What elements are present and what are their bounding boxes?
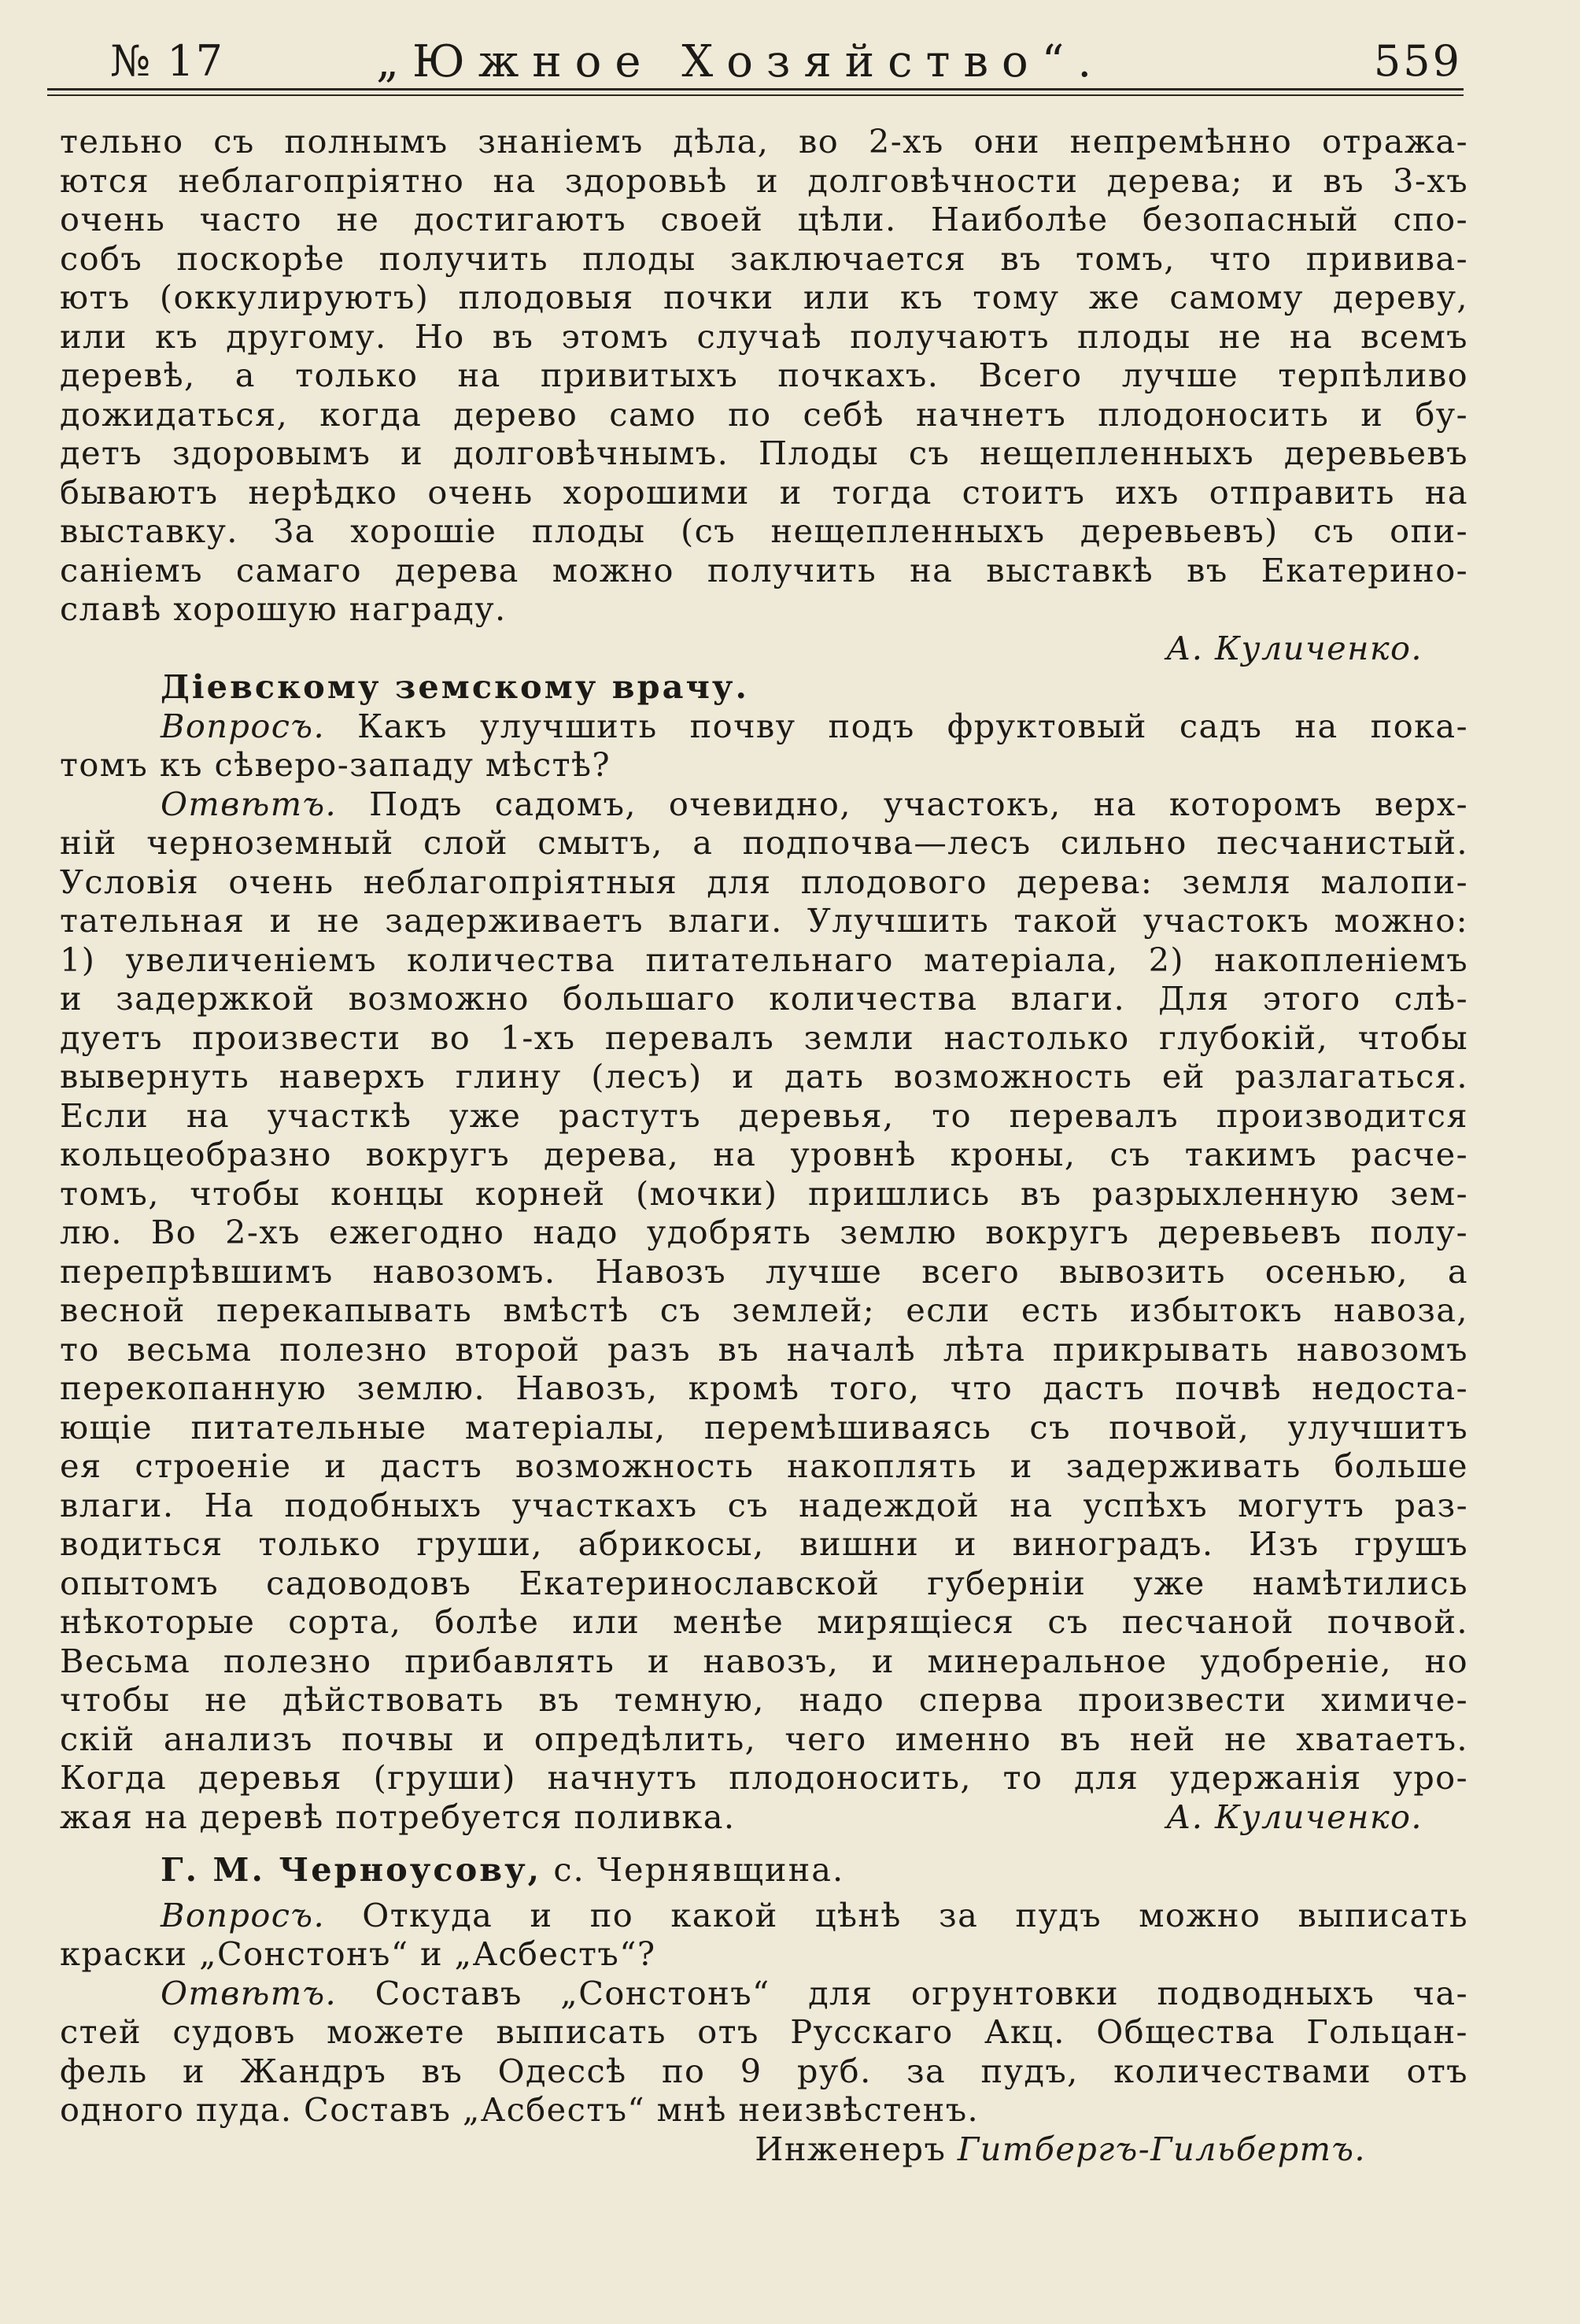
text-line: очень часто не достигаютъ своей цѣли. Наиболѣе безопасный спо- xyxy=(60,200,1468,238)
text-line: водиться только груши, абрикосы, вишни и виноградъ. Изъ грушъ xyxy=(60,1524,1468,1563)
text-line: ющіе питательные матеріалы, перемѣшиваясь съ почвой, улучшитъ xyxy=(60,1407,1468,1446)
page-number: 559 xyxy=(1373,36,1462,86)
question-paragraph xyxy=(60,707,1468,785)
journal-title: „Южное Хозяйство“. xyxy=(376,36,1106,87)
text-line: детъ здоровымъ и долговѣчнымъ. Плоды съ нещепленныхъ деревьевъ xyxy=(60,434,1468,472)
section-heading: Г. М. Черноусову, с. Чернявщина. xyxy=(161,1850,845,1889)
text-line: ея строеніе и дастъ возможность накоплять и задерживать больше xyxy=(60,1446,1468,1485)
text-line: вывернуть наверхъ глину (лесъ) и дать возможность ей разлагаться. xyxy=(60,1057,1468,1095)
text-line: влаги. На подобныхъ участкахъ съ надеждой на успѣхъ могутъ раз- xyxy=(60,1485,1468,1524)
text-line: то весьма полезно второй разъ въ началѣ лѣта прикрывать навозомъ xyxy=(60,1329,1468,1369)
header-rule-top xyxy=(47,88,1464,91)
text-line: томъ къ сѣверо-западу мѣстѣ? xyxy=(60,745,611,784)
text-line: Вопросъ. Откуда и по какой цѣнѣ за пудъ можно выписать xyxy=(161,1895,1468,1934)
section-heading: Діевскому земскому врачу. xyxy=(161,667,749,706)
text-line: стей судовъ можете выписать отъ Русскаго Акц. Общества Гольцан- xyxy=(60,2012,1468,2051)
text-line: собъ поскорѣе получить плоды заключается въ томъ, что привива- xyxy=(60,238,1468,278)
text-line: тельно съ полнымъ знаніемъ дѣла, во 2-хъ они непремѣнно отража- xyxy=(60,122,1468,161)
text-line: томъ, чтобы концы корней (мочки) пришлись въ разрыхленную зем- xyxy=(60,1173,1468,1213)
question-label: Вопросъ. xyxy=(161,1895,326,1934)
text-line: Условія очень неблагопріятныя для плодового дерева: земля малопи- xyxy=(60,862,1468,901)
text-line: Когда деревья (груши) начнутъ плодоносить, то для удержанія уро- xyxy=(60,1758,1468,1797)
question-paragraph xyxy=(60,1896,1468,1974)
answer-label: Отвѣтъ. xyxy=(161,784,338,823)
spacer xyxy=(60,1836,1468,1850)
text-line: Весьма полезно прибавлять и навозъ, и минеральное удобреніе, но xyxy=(60,1641,1468,1680)
text-line: дуетъ произвести во 1-хъ перевалъ земли настолько глубокій, чтобы xyxy=(60,1018,1468,1057)
text-line: саніемъ самаго дерева можно получить на выставкѣ въ Екатерино- xyxy=(60,550,1468,589)
text-line: или къ другому. Но въ этомъ случаѣ получаютъ плоды не на всемъ xyxy=(60,316,1468,356)
text-line: деревѣ, а только на привитыхъ почкахъ. Всего лучше терпѣливо xyxy=(60,356,1468,394)
text-line: нѣкоторые сорта, болѣе или менѣе мирящіеся съ песчаной почвой. xyxy=(60,1602,1468,1641)
text-line: ются неблагопріятно на здоровьѣ и долговѣчности дерева; и въ 3-хъ xyxy=(60,161,1468,200)
author-signature: А. Куличенко. xyxy=(1165,1797,1423,1836)
text-line: тательная и не задерживаетъ влаги. Улучшить такой участокъ можно: xyxy=(60,901,1468,940)
text-line: перекопанную землю. Навозъ, кромѣ того, что дастъ почвѣ недоста- xyxy=(60,1369,1468,1407)
text-line: бываютъ нерѣдко очень хорошими и тогда стоитъ ихъ отправить на xyxy=(60,472,1468,512)
text-line: кольцеобразно вокругъ дерева, на уровнѣ кроны, съ такимъ расче- xyxy=(60,1135,1468,1173)
spacer xyxy=(60,1890,1468,1896)
intro-paragraph xyxy=(60,122,1468,629)
text-line: ній черноземный слой смытъ, а подпочва—лесъ сильно песчанистый. xyxy=(60,823,1468,862)
header-rule-bottom xyxy=(47,94,1464,96)
text-line: жая на деревѣ потребуется поливка. А. Куличенко. xyxy=(60,1797,1423,1836)
answer-label: Отвѣтъ. xyxy=(161,1973,338,2012)
text-line: выставку. За хорошіе плоды (съ нещепленныхъ деревьевъ) съ опи- xyxy=(60,512,1468,550)
text-line: лю. Во 2-хъ ежегодно надо удобрять землю вокругъ деревьевъ полу- xyxy=(60,1213,1468,1251)
text-line: весной перекапывать вмѣстѣ съ землей; если есть избытокъ навоза, xyxy=(60,1291,1468,1329)
text-line: скій анализъ почвы и опредѣлить, чего именно въ ней не хватаетъ. xyxy=(60,1719,1468,1758)
text-line: перепрѣвшимъ навозомъ. Навозъ лучше всего вывозить осенью, а xyxy=(60,1251,1468,1291)
text-line: славѣ хорошую награду. xyxy=(60,589,507,628)
text-line: Отвѣтъ. Составъ „Сонстонъ“ для огрунтовки подводныхъ ча- xyxy=(161,1973,1468,2012)
running-header xyxy=(61,31,1462,88)
engineer-signature: Инженеръ Гитбергъ-Гильбертъ. xyxy=(755,2129,1366,2168)
text-line: 1) увеличеніемъ количества питательнаго матеріала, 2) накопленіемъ xyxy=(60,940,1468,979)
answer-paragraph xyxy=(60,785,1468,1837)
answer-paragraph xyxy=(60,1974,1468,2130)
text-line: краски „Сонстонъ“ и „Асбестъ“? xyxy=(60,1934,656,1973)
text-line: Если на участкѣ уже растутъ деревья, то перевалъ производится xyxy=(60,1095,1468,1135)
text-line: Вопросъ. Какъ улучшить почву подъ фруктовый садъ на пока- xyxy=(161,706,1468,745)
text-line: ютъ (оккулируютъ) плодовыя почки или къ тому же самому дереву, xyxy=(60,278,1468,316)
text-line: одного пуда. Составъ „Асбестъ“ мнѣ неизвѣстенъ. xyxy=(60,2090,980,2129)
issue-number: № 17 xyxy=(110,36,224,86)
text-line: чтобы не дѣйствовать въ темную, надо сперва произвести химиче- xyxy=(60,1680,1468,1719)
text-line: дожидаться, когда дерево само по себѣ начнетъ плодоносить и бу- xyxy=(60,394,1468,434)
question-label: Вопросъ. xyxy=(161,706,326,745)
text-line: Отвѣтъ. Подъ садомъ, очевидно, участокъ, на которомъ верх- xyxy=(161,784,1469,823)
article-body xyxy=(60,122,1468,2168)
text-line: фель и Жандръ въ Одессѣ по 9 руб. за пудъ, количествами отъ xyxy=(60,2051,1468,2090)
text-line: и задержкой возможно большаго количества влаги. Для этого слѣ- xyxy=(60,979,1468,1018)
text-line: опытомъ садоводовъ Екатеринославской губерніи уже намѣтились xyxy=(60,1563,1468,1602)
author-signature: А. Куличенко. xyxy=(1165,628,1423,667)
